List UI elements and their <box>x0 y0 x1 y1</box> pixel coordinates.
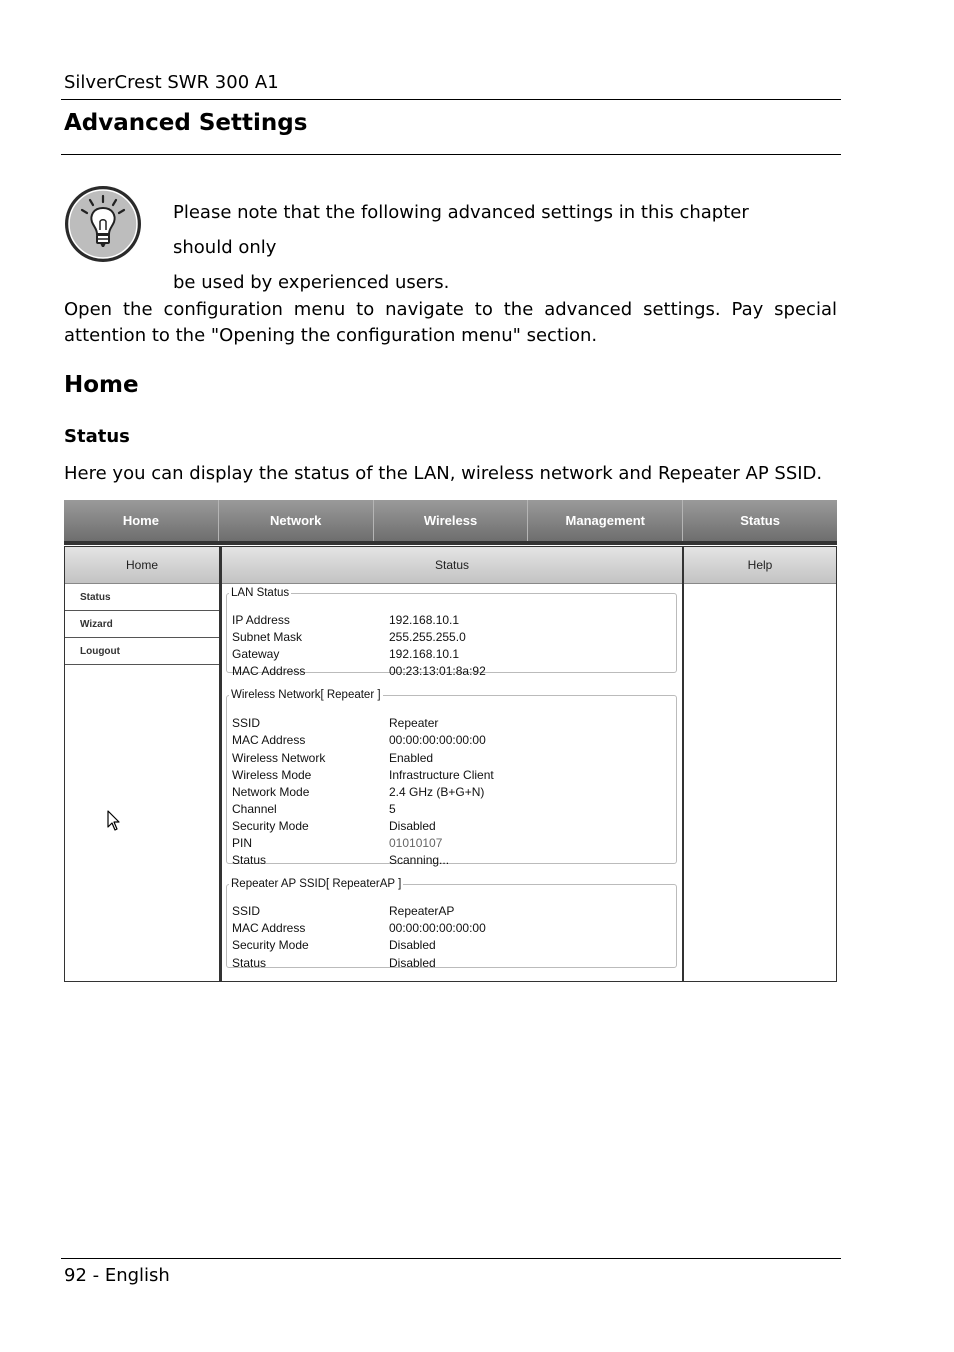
note-line-1: Please note that the following advanced settings in this chapter should only <box>173 202 749 258</box>
repeater-value: 00:00:00:00:00:00 <box>389 921 486 935</box>
section-title: Advanced Settings <box>64 110 308 136</box>
wireless-key: PIN <box>232 836 253 850</box>
nav-network[interactable]: Network <box>219 500 374 541</box>
lan-value: 192.168.10.1 <box>389 647 460 661</box>
lan-value: 255.255.255.0 <box>389 630 466 644</box>
repeater-key: SSID <box>232 904 261 918</box>
left-menu-panel <box>64 546 220 982</box>
lan-status-group <box>226 587 677 678</box>
wireless-key: Channel <box>232 802 277 816</box>
repeater-key: Status <box>232 956 267 970</box>
nav-home[interactable]: Home <box>64 500 219 541</box>
wireless-key: Status <box>232 853 267 867</box>
lan-key: Gateway <box>232 647 280 661</box>
home-heading: Home <box>64 372 139 398</box>
wireless-value: Scanning... <box>389 853 450 867</box>
menu-item-status[interactable]: Status <box>65 584 219 611</box>
footer-rule <box>61 1258 841 1259</box>
page-footer: 92 - English <box>64 1265 170 1286</box>
wireless-key: Wireless Network <box>232 751 326 765</box>
repeater-value: RepeaterAP <box>389 904 455 918</box>
mouse-pointer-icon <box>107 810 121 836</box>
wireless-value: Repeater <box>389 716 439 730</box>
help-panel <box>682 546 837 982</box>
note-line-2: be used by experienced users. <box>173 272 450 293</box>
wireless-key: Security Mode <box>232 819 309 833</box>
menu-item-wizard[interactable]: Wizard <box>65 611 219 638</box>
title-rule <box>61 154 841 155</box>
lan-key: Subnet Mask <box>232 630 303 644</box>
repeater-ap-legend: Repeater AP SSID[ RepeaterAP ] <box>231 878 402 890</box>
repeater-value: Disabled <box>389 956 436 970</box>
lan-key: MAC Address <box>232 664 306 678</box>
intro-paragraph: Open the configuration menu to navigate to the advanced settings. Pay special attention to the "Opening the configuration menu" section. <box>64 299 837 346</box>
status-paragraph: Here you can display the status of the LAN, wireless network and Repeater AP SSID. <box>64 463 823 484</box>
note-text <box>173 195 793 300</box>
status-panel <box>220 546 683 982</box>
left-panel-header: Home <box>65 547 219 584</box>
menu-item-logout[interactable]: Lougout <box>65 638 219 665</box>
wireless-key: MAC Address <box>232 733 306 747</box>
lan-value: 00:23:13:01:8a:92 <box>389 664 486 678</box>
lan-status-legend: LAN Status <box>231 587 290 599</box>
wireless-key: Wireless Mode <box>232 768 312 782</box>
wireless-key: Network Mode <box>232 785 310 799</box>
document-header: SilverCrest SWR 300 A1 <box>64 72 279 93</box>
top-navigation <box>64 500 837 541</box>
wireless-value: 5 <box>389 802 396 816</box>
wireless-value: Enabled <box>389 751 434 765</box>
wireless-value: Disabled <box>389 819 436 833</box>
header-rule <box>61 99 841 100</box>
wireless-value: Infrastructure Client <box>389 768 494 782</box>
wireless-value: 2.4 GHz (B+G+N) <box>389 785 485 799</box>
wireless-key: SSID <box>232 716 261 730</box>
repeater-key: Security Mode <box>232 938 309 952</box>
wireless-network-legend: Wireless Network[ Repeater ] <box>231 689 381 701</box>
lan-key: IP Address <box>232 613 290 627</box>
wireless-network-group <box>226 689 677 867</box>
nav-divider <box>64 541 837 545</box>
repeater-key: MAC Address <box>232 921 306 935</box>
lightbulb-icon <box>63 184 143 264</box>
status-heading: Status <box>64 426 130 447</box>
nav-wireless[interactable]: Wireless <box>374 500 529 541</box>
repeater-value: Disabled <box>389 938 436 952</box>
nav-management[interactable]: Management <box>528 500 683 541</box>
help-panel-header: Help <box>684 547 836 584</box>
router-ui-screenshot <box>64 500 837 982</box>
lan-value: 192.168.10.1 <box>389 613 460 627</box>
repeater-ap-group <box>226 878 677 968</box>
nav-status[interactable]: Status <box>740 513 780 528</box>
wireless-value: 01010107 <box>389 836 443 850</box>
status-panel-header: Status <box>222 547 682 584</box>
wireless-value: 00:00:00:00:00:00 <box>389 733 486 747</box>
